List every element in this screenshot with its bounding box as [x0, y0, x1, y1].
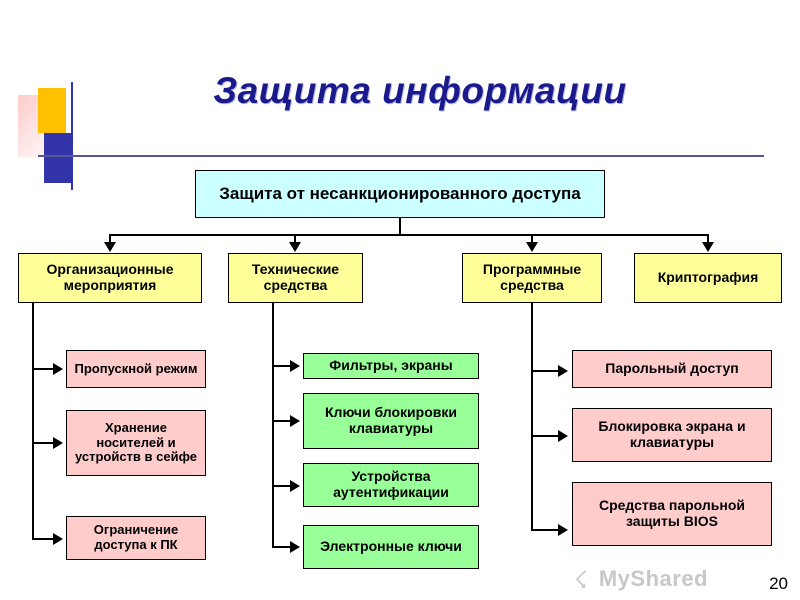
page-number: 20 [769, 574, 788, 593]
connector-branch1-leaf2 [32, 442, 54, 444]
arrow-branch1 [104, 242, 116, 252]
arrow-branch2-leaf2 [290, 415, 300, 427]
connector-branch1-spine [32, 303, 34, 539]
leaf-node-filters-screens: Фильтры, экраны [303, 353, 479, 379]
arrow-branch2-leaf4 [290, 541, 300, 553]
arrow-branch4 [702, 242, 714, 252]
connector-branch3-leaf2 [531, 435, 559, 437]
leaf-node-pc-access-limit: Ограничение доступа к ПК [66, 516, 206, 560]
decorative-vertical-rule [71, 82, 73, 190]
branch-node-cryptography: Криптография [634, 253, 782, 303]
watermark-text: MyShared [598, 566, 708, 591]
connector-branch2-leaf4 [272, 546, 291, 548]
leaf-node-auth-devices: Устройства аутентификации [303, 463, 479, 507]
arrow-branch1-leaf1 [53, 363, 63, 375]
decorative-yellow-block [38, 88, 66, 133]
diagram-root-node: Защита от несанкционированного доступа [195, 170, 605, 218]
connector-branch3-leaf3 [531, 529, 559, 531]
connector-branch3-leaf1 [531, 370, 559, 372]
arrow-branch1-leaf3 [53, 533, 63, 545]
arrow-branch2 [289, 242, 301, 252]
connector-branch2-leaf1 [272, 365, 291, 367]
branch-node-technical: Технические средства [228, 253, 363, 303]
arrow-branch3-leaf2 [558, 430, 568, 442]
arrow-branch3-leaf3 [558, 524, 568, 536]
decorative-blue-block [44, 133, 72, 183]
watermark-icon: ☇ [574, 567, 588, 594]
decorative-horizontal-rule [38, 155, 764, 157]
leaf-node-electronic-keys: Электронные ключи [303, 525, 479, 569]
branch-node-software: Программные средства [462, 253, 602, 303]
leaf-node-keyboard-lock-keys: Ключи блокировки клавиатуры [303, 393, 479, 449]
leaf-node-bios-password: Средства парольной защиты BIOS [572, 482, 772, 546]
connector-branch3-spine [531, 303, 533, 531]
branch-node-organizational: Организационные мероприятия [18, 253, 202, 303]
arrow-branch2-leaf3 [290, 480, 300, 492]
leaf-node-pass-regime: Пропускной режим [66, 350, 206, 388]
arrow-branch3-leaf1 [558, 365, 568, 377]
connector-level2-bus [110, 234, 708, 236]
connector-root-stem [399, 218, 401, 234]
connector-branch1-leaf1 [32, 368, 54, 370]
connector-branch2-leaf3 [272, 485, 291, 487]
arrow-branch1-leaf2 [53, 437, 63, 449]
leaf-node-screen-keyboard-lock: Блокировка экрана и клавиатуры [572, 408, 772, 462]
leaf-node-safe-storage: Хранение носителей и устройств в сейфе [66, 410, 206, 476]
arrow-branch3 [526, 242, 538, 252]
page-title: Защита информации [213, 70, 627, 111]
connector-branch2-leaf2 [272, 420, 291, 422]
connector-branch2-spine [272, 303, 274, 548]
connector-branch1-leaf3 [32, 538, 54, 540]
arrow-branch2-leaf1 [290, 360, 300, 372]
leaf-node-password-access: Парольный доступ [572, 350, 772, 388]
